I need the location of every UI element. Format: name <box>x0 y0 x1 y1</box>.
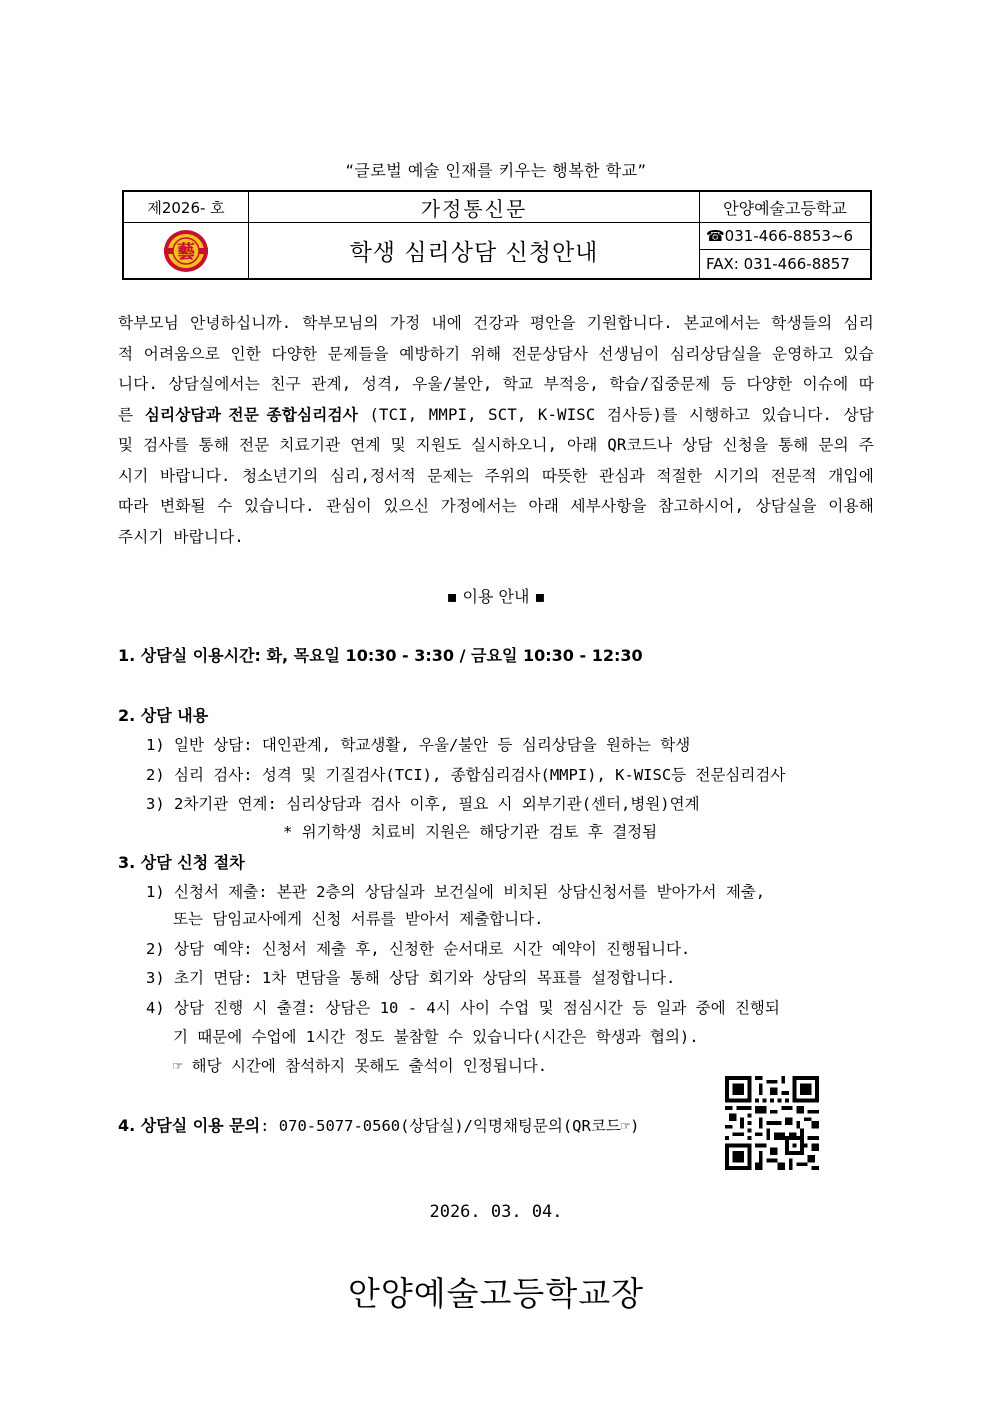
intro-text-part1: 학부모님 안녕하십니까. 학부모님의 가정 내에 건강과 평안을 기원합니다. 본교에서는 학생들의 심리적 어려움으로 인한 다양한 문제들을 예방하기 위해 전문상담사 선생님이 심리상담실을 운영하고 있습니다. 상담실에서는 친구 관계, 성격, 우울/불안, 학교 부적응, 학습/집중문제 등 다양한 이슈에 따른 <box>118 314 874 424</box>
school-motto: “글로벌 예술 인재를 키우는 행복한 학교” <box>345 161 647 180</box>
section3-line-1: 1) 신청서 제출: 본관 2층의 상담실과 보건실에 비치된 상담신청서를 받아가서 제출, <box>146 883 766 901</box>
issue-date: 2026. 03. 04. <box>429 1202 563 1222</box>
school-name: 안양예술고등학교 <box>700 192 870 223</box>
section3-line-5: 4) 상담 진행 시 출결: 상담은 10 - 4시 사이 수업 및 점심시간 등 일과 중에 진행되 <box>146 999 780 1017</box>
section3-line-4: 3) 초기 면담: 1차 면담을 통해 상담 회기와 상담의 목표를 설정합니다. <box>146 969 676 987</box>
letter-type-title: 가정통신문 <box>249 192 700 223</box>
section4 <box>118 1113 639 1136</box>
section2-note: * 위기학생 치료비 지원은 해당기관 검토 후 결정됨 <box>283 823 658 841</box>
phone-number: ☎031-466-8853~6 <box>700 223 870 250</box>
principal-signature: 안양예술고등학교장 <box>348 1274 644 1313</box>
usage-guide-title: ▪ 이용 안내 ▪ <box>446 587 546 606</box>
intro-text-part2: (TCI, MMPI, SCT, K-WISC 검사등)를 시행하고 있습니다. 상담 및 검사를 통해 전문 치료기관 연계 및 지원도 실시하오니, 아래 QR코드나 상담 신청을 통해 문의 주시기 바랍니다. 청소년기의 심리,정서적 문제는 주위의 따뜻한 관심과 적절한 시기의 전문적 개입에 따라 변화될 수 있습니다. 관심이 있으신 가정에서는 아래 세부사항을 참고하시어, 상담실을 이용해 주시기 바랍니다. <box>118 405 874 546</box>
school-logo-icon <box>161 227 211 275</box>
section1 <box>118 643 643 666</box>
school-logo <box>124 223 249 278</box>
section3-line-7: ☞ 해당 시간에 참석하지 못해도 출석이 인정됩니다. <box>173 1057 548 1075</box>
section3-line-3: 2) 상담 예약: 신청서 제출 후, 신청한 순서대로 시간 예약이 진행됩니다. <box>146 940 691 958</box>
section1-label: 1. 상담실 이용시간: <box>118 646 267 665</box>
section4-contact: : 070-5077-0560(상담실)/익명채팅문의(QR코드☞) <box>260 1117 640 1135</box>
section2-item-3: 3) 2차기관 연계: 심리상담과 검사 이후, 필요 시 외부기관(센터,병원)연계 <box>146 795 700 813</box>
section3-label: 3. 상담 신청 절차 <box>118 853 245 872</box>
intro-bold-text: 심리상담과 전문 종합심리검사 <box>144 405 359 424</box>
qr-code-icon[interactable] <box>725 1076 819 1170</box>
letter-subtitle: 학생 심리상담 신청안내 <box>249 223 700 278</box>
section2-label: 2. 상담 내용 <box>118 706 209 725</box>
section2-item-1: 1) 일반 상담: 대인관계, 학교생활, 우울/불안 등 심리상담을 원하는 학생 <box>146 736 691 754</box>
doc-number: 제2026- 호 <box>124 192 249 223</box>
letter-header <box>122 190 872 280</box>
section2-item-2: 2) 심리 검사: 성격 및 기질검사(TCI), 종합심리검사(MMPI), K-WISC등 전문심리검사 <box>146 766 786 784</box>
section3-line-2: 또는 담임교사에게 신청 서류를 받아서 제출합니다. <box>173 910 544 928</box>
section3-line-6: 기 때문에 수업에 1시간 정도 불참할 수 있습니다(시간은 학생과 협의). <box>173 1028 699 1046</box>
section1-hours: 화, 목요일 10:30 - 3:30 / 금요일 10:30 - 12:30 <box>266 646 643 665</box>
section4-label: 4. 상담실 이용 문의 <box>118 1116 261 1135</box>
fax-number: FAX: 031-466-8857 <box>706 255 850 273</box>
logo-character: 藝 <box>177 241 195 263</box>
intro-paragraph <box>118 308 874 552</box>
